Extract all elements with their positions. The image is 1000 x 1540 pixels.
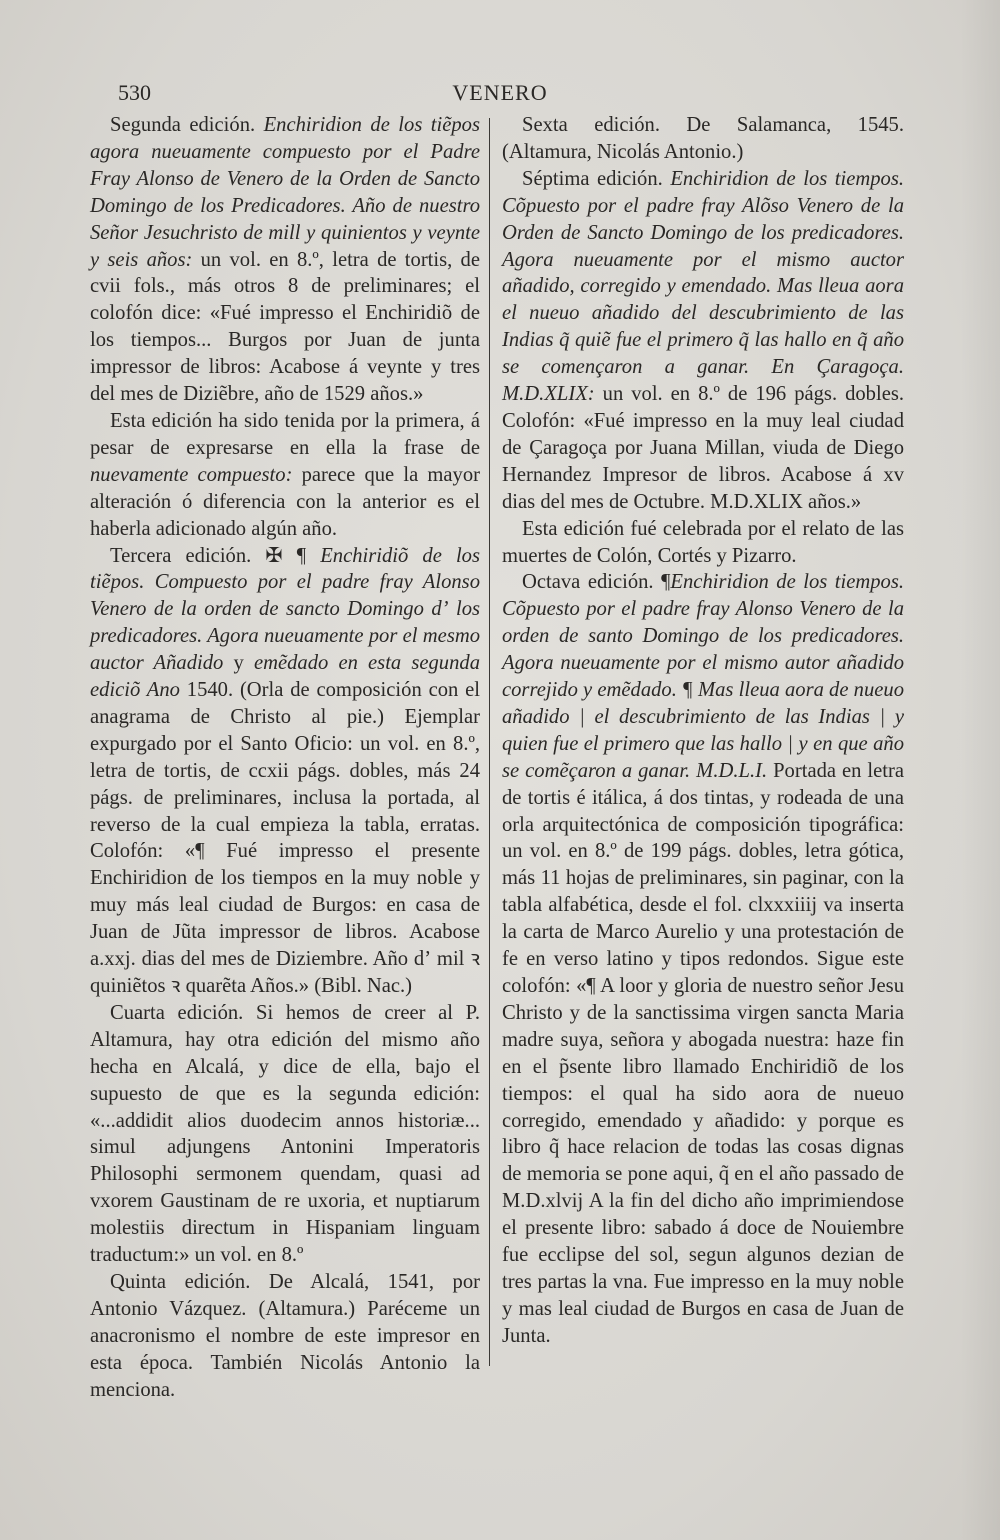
entry-sexta-edicion	[502, 112, 904, 166]
entry-label: Cuarta edición.	[110, 1001, 244, 1024]
entry-septima-edicion	[502, 166, 904, 516]
entry-note	[90, 408, 480, 543]
right-column	[502, 112, 904, 1350]
book-title: Enchiridion de los tiempos. Cõpuesto por el padre fray Alõso Venero de la Orden de Sancto Domingo de los predicadores. Agora nueuamente por el mismo auctor añadido, corregido y emendado. Mas lleua aora el nueuo añadido del descubrimiento de las Indias q̃ quiẽ fue el primero q̃ las hallo en q̃ año se començaron a ganar. En Çaragoça. M.D.XLIX:	[502, 167, 905, 406]
entry-body: De Alcalá, 1541, por Antonio Vázquez. (Altamura.) Paréceme un anacronismo el nombre de este impresor en esta época. También Nicolás Antonio la menciona.	[90, 1270, 480, 1401]
entry-cuarta-edicion	[90, 1000, 480, 1269]
entry-label: Sexta edición.	[522, 114, 660, 136]
note-text: Esta edición ha sido tenida por la primera, á pesar de expresarse en ella la frase de	[90, 409, 480, 459]
book-title: Enchiridiõ de los tiẽpos. Compuesto por el padre fray Alonso Venero de la orden de sancto Domingo dʼ los predicadores. Agora nueuamente por el mesmo auctor Añadido	[90, 544, 480, 675]
entry-tercera-edicion	[90, 543, 480, 1000]
page-edge-shadow	[960, 0, 1000, 1540]
entry-label: Tercera edición.	[110, 544, 252, 567]
entry-body: un vol. en 8.º, letra de tortis, de cvii fols., más otros 8 de preliminares; el colofón dice: «Fué impresso el Enchiridiõ de los tiempos... Burgos por Juan de junta impressor de libros: Acabose á veynte y tres del mes de Diziẽbre, año de 1529 años.»	[90, 248, 480, 406]
column-divider	[489, 118, 490, 1366]
book-title-cont: emẽdado en esta segunda ediciõ Ano	[90, 652, 480, 702]
entry-label: Octava edición.	[522, 571, 654, 594]
entry-octava-edicion	[502, 569, 904, 1349]
entry-label: Séptima edición.	[522, 167, 663, 190]
entry-text: y	[223, 652, 254, 675]
entry-body: Si hemos de creer al P. Altamura, hay otra edición del mismo año hecha en Alcalá, y dice de ella, bajo el supuesto de que es la segunda edición: «...addidit alios duodecim annos historiæ... simul adjungens Antonini Imperatoris Philosophi sermonem quendam, quasi ad vxorem Gaustinam de re uxoria, et nuptiarum molestiis directum in Hispaniam linguam traductum:» un vol. en 8.º	[90, 1001, 480, 1267]
entry-label: Quinta edición.	[110, 1270, 251, 1293]
entry-segunda-edicion	[90, 112, 480, 408]
page-number: 530	[118, 80, 151, 105]
pilcrow-mark: ¶	[653, 571, 671, 594]
entry-note	[502, 516, 904, 570]
note-text: Esta edición fué celebrada por el relato de las muertes de Colón, Cortés y Pizarro.	[502, 517, 904, 567]
page-title: VENERO	[452, 80, 548, 105]
left-column	[90, 112, 480, 1404]
quoted-phrase: nuevamente compuesto:	[90, 463, 293, 486]
note-text: parece que la mayor alteración ó diferencia con la anterior es el haberla adicionado algún año.	[90, 463, 480, 540]
entry-body: 1540. (Orla de composición con el anagrama de Christo al pie.) Ejemplar expurgado por el Santo Oficio: un vol. en 8.º, letra de tortis, de ccxii págs. dobles, más 24 págs. de preliminares, inclusa la portada, al reverso de la cual empieza la tabla, erratas. Colofón: «¶ Fué impresso el presente Enchiridion de los tiempos en la muy noble y muy más leal ciudad de Burgos: en casa de Juan de Jũta impressor de libros. Acabose a.xxj. dias del mes de Diziembre. Año dʼ mil ꝛ quiniẽtos ꝛ quarẽta Años.» (Bibl. Nac.)	[90, 679, 480, 997]
cross-pilcrow-marks: ✠ ¶	[251, 544, 321, 567]
entry-body: Portada en letra de tortis é itálica, á dos tintas, y rodeada de una orla arquitectónica de composición tipográfica: un vol. en 8.º de 199 págs. dobles, letra gótica, más 11 hojas de preliminares, sin paginar, con la tabla alfabética, desde el fol. clxxxiiij va inserta la carta de Marco Aurelio y una protestación de fe en verso latino y tipos redondos. Sigue este colofón: «¶ A loor y gloria de nuestro señor Jesu Christo y de la sanctissima virgen sancta Maria madre suya, señora y abogada nuestra: haze fin en el p̃sente libro llamado Enchiridiõ de los tiempos: el qual ha sido aora de nueuo corregido, emendado y añadido: y porque es libro q̃ hace relacion de todas las cosas dignas de memoria se pone aqui, q̃ en el año passado de M.D.xlvij A la fin del dicho año imprimiendose el presente libro: sabado á doce de Nouiembre fue ecclipse del sol, segun algunos dezian de tres partas la vna. Fue impresso en la muy noble y mas leal ciudad de Burgos en casa de Juan de Junta.	[502, 759, 905, 1347]
book-title: Enchiridion de los tiẽpos agora nueuamente compuesto por el Padre Fray Alonso de Venero de la Orden de Sancto Domingo de los Predicadores. Año de nuestro Señor Jesuchristo de mill y quinientos y veynte y seis años:	[90, 114, 480, 271]
entry-quinta-edicion	[90, 1269, 480, 1404]
book-title: Enchiridion de los tiempos. Cõpuesto por el padre fray Alonso Venero de la orden de santo Domingo de los predicadores. Agora nueuamente por el mismo autor añadido correjido y emẽdado. ¶ Mas lleua aora de nueuo añadido | el descubrimiento de las Indias | y quien fue el primero que las hallo | y en que año se comẽçaron a ganar. M.D.L.I.	[502, 571, 904, 782]
entry-body: un vol. en 8.º de 196 págs. dobles. Colofón: «Fué impresso en la muy leal ciudad de Çaragoça por Juana Millan, viuda de Diego Hernandez Impresor de libros. Acabose á xv dias del mes de Octubre. M.D.XLIX años.»	[502, 383, 904, 513]
running-head	[0, 78, 1000, 108]
entry-label: Segunda edición.	[110, 114, 256, 136]
entry-body: De Salamanca, 1545. (Altamura, Nicolás Antonio.)	[502, 114, 904, 163]
